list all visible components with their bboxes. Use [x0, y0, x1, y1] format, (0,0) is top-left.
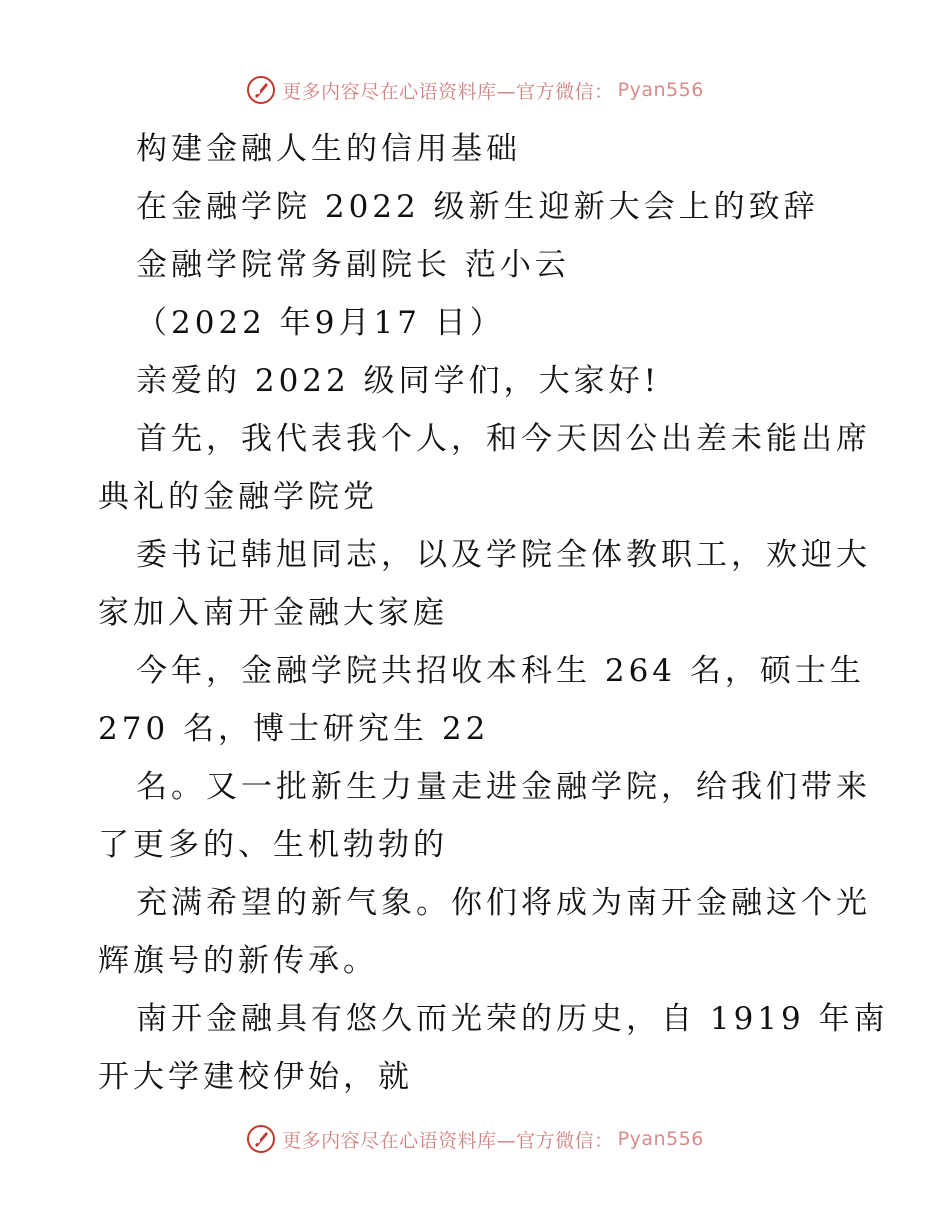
document-line: 270 名，博士研究生 22 — [98, 711, 490, 747]
header-watermark — [0, 70, 950, 110]
document-line: 金融学院常务副院长 范小云 — [136, 247, 570, 283]
document-line: 家加入南开金融大家庭 — [98, 595, 448, 631]
document-line: 亲爱的 2022 级同学们，大家好! — [136, 363, 661, 399]
footer-watermark — [0, 1119, 950, 1159]
quill-pen-logo-icon — [246, 75, 276, 105]
quill-pen-logo-icon — [246, 1124, 276, 1154]
document-line: 委书记韩旭同志，以及学院全体教职工，欢迎大 — [136, 537, 871, 573]
document-line: 南开金融具有悠久而光荣的历史，自 1919 年南 — [136, 1001, 889, 1037]
document-line: 了更多的、生机勃勃的 — [98, 827, 448, 863]
document-line: 名。又一批新生力量走进金融学院，给我们带来 — [136, 769, 871, 805]
document-line: 构建金融人生的信用基础 — [136, 131, 521, 167]
document-body — [98, 120, 889, 1106]
document-line: 辉旗号的新传承。 — [98, 943, 378, 979]
watermark-handle: Pyan556 — [617, 1128, 704, 1150]
document-line: 首先，我代表我个人，和今天因公出差未能出席 — [136, 421, 871, 457]
document-line: 今年，金融学院共招收本科生 264 名，硕士生 — [136, 653, 865, 689]
document-line: 充满希望的新气象。你们将成为南开金融这个光 — [136, 885, 871, 921]
document-line: 在金融学院 2022 级新生迎新大会上的致辞 — [136, 189, 819, 225]
watermark-text: 更多内容尽在心语资料库—官方微信： — [282, 80, 614, 103]
watermark-handle: Pyan556 — [617, 79, 704, 101]
document-line: 典礼的金融学院党 — [98, 479, 378, 515]
document-line: （2022 年9月17 日） — [136, 305, 505, 341]
watermark-text: 更多内容尽在心语资料库—官方微信： — [282, 1129, 614, 1152]
document-line: 开大学建校伊始，就 — [98, 1059, 413, 1095]
